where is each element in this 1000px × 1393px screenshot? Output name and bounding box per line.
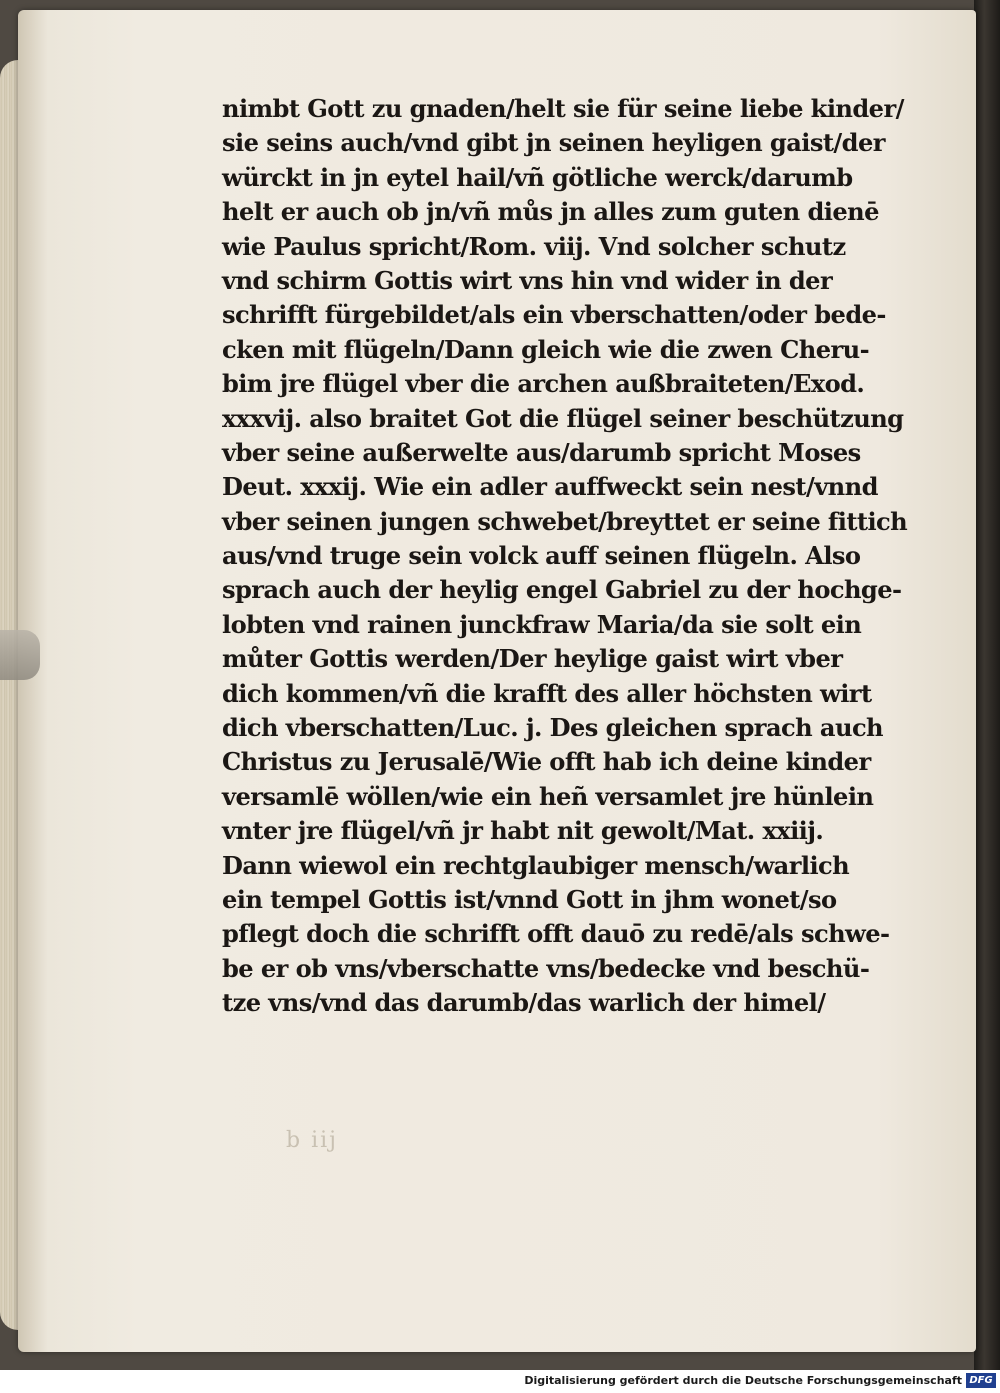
clasp bbox=[0, 630, 40, 680]
text-line: vnd schirm Gottis wirt vns hin vnd wider in der bbox=[222, 265, 833, 295]
text-line: be er ob vns/vberschatte vns/bedecke vnd beschü- bbox=[222, 953, 870, 983]
bleed-through-signature: b iij bbox=[286, 1128, 338, 1153]
footer bbox=[0, 1370, 1000, 1393]
text-line: sprach auch der heylig engel Gabriel zu der hochge- bbox=[222, 575, 902, 605]
text-line: bim jre flügel vber die archen außbraiteten/Exod. bbox=[222, 369, 865, 399]
text-line: Deut. xxxij. Wie ein adler auffweckt sein nest/vnnd bbox=[222, 472, 878, 502]
text-line: wie Paulus spricht/Rom. viij. Vnd solcher schutz bbox=[222, 231, 846, 261]
text-line: aus/vnd truge sein volck auff seinen flügeln. Also bbox=[222, 541, 861, 571]
text-line: nimbt Gott zu gnaden/helt sie für seine liebe kinder/ bbox=[222, 94, 904, 123]
text-line: vnter jre flügel/vñ jr habt nit gewolt/Mat. xxiij. bbox=[222, 816, 824, 846]
text-line: dich vberschatten/Luc. j. Des gleichen sprach auch bbox=[222, 713, 884, 743]
footer-credit: Digitalisierung gefördert durch die Deutsche Forschungsgemeinschaft bbox=[524, 1374, 962, 1387]
book-page bbox=[18, 10, 976, 1352]
text-line: versamlē wöllen/wie ein heñ versamlet jre hünlein bbox=[222, 781, 874, 811]
text-line: würckt in jn eytel hail/vñ götliche werck/darumb bbox=[222, 162, 853, 192]
text-line: xxxvij. also braitet Got die flügel seiner beschützung bbox=[222, 403, 904, 433]
text-line: schrifft fürgebildet/als ein vberschatten/oder bede- bbox=[222, 300, 886, 330]
text-line: helt er auch ob jn/vñ můs jn alles zum guten dienē bbox=[222, 197, 879, 227]
page-edges-right bbox=[974, 0, 1000, 1370]
text-line: vber seine außerwelte aus/darumb spricht Moses bbox=[222, 437, 861, 467]
text-line: můter Gottis werden/Der heylige gaist wirt vber bbox=[222, 644, 843, 674]
dfg-logo: DFG bbox=[966, 1373, 996, 1388]
text-line: sie seins auch/vnd gibt jn seinen heyligen gaist/der bbox=[222, 128, 885, 158]
text-line: lobten vnd rainen junckfraw Maria/da sie solt ein bbox=[222, 609, 862, 639]
text-line: vber seinen jungen schwebet/breyttet er seine fittich bbox=[222, 506, 908, 536]
text-line: tze vns/vnd das darumb/das warlich der himel/ bbox=[222, 988, 826, 1018]
text-line: dich kommen/vñ die krafft des aller höchsten wirt bbox=[222, 678, 872, 708]
text-line: cken mit flügeln/Dann gleich wie die zwen Cheru- bbox=[222, 334, 870, 364]
text-line: pflegt doch die schrifft offt dauō zu redē/als schwe- bbox=[222, 919, 890, 949]
text-line: Dann wiewol ein rechtglaubiger mensch/warlich bbox=[222, 850, 850, 880]
text-line: Christus zu Jerusalē/Wie offt hab ich deine kinder bbox=[222, 747, 871, 777]
text-line: ein tempel Gottis ist/vnnd Gott in jhm wonet/so bbox=[222, 884, 837, 914]
text-block bbox=[222, 92, 922, 1021]
